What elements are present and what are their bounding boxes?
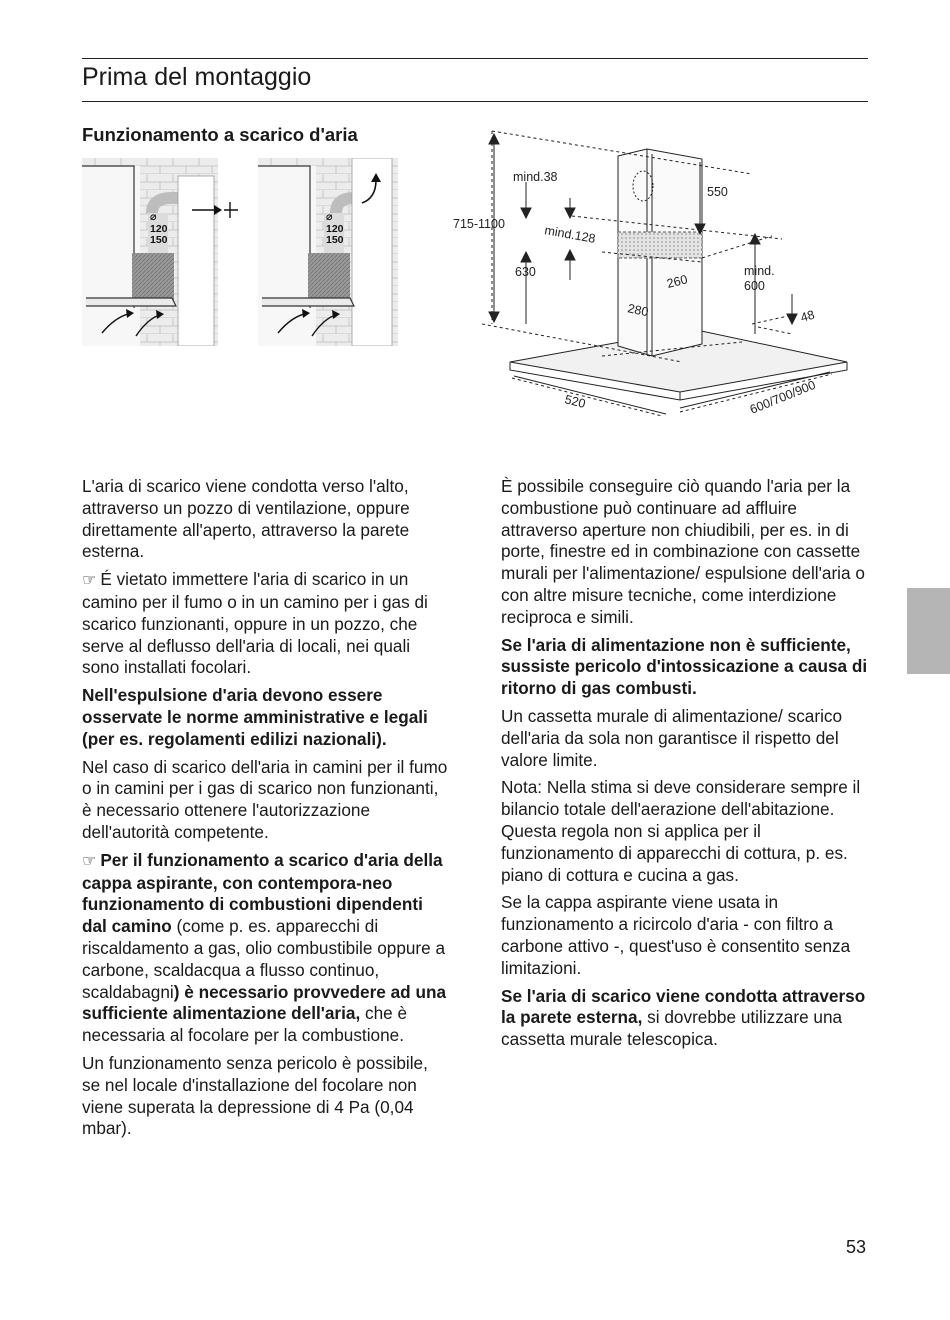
paragraph-danger-warning: Se l'aria di alimentazione non è sufficiente, sussiste pericolo d'intossicazione a causa di ritorno di gas combusti. (501, 634, 868, 699)
right-column (501, 476, 873, 1057)
paragraph-prohibition: ☞ É vietato immettere l'aria di scarico in un camino per il fumo o in un camino per i gas di scarico funzionanti, oppure in un pozzo, che serve al deflusso dell'aria di locali, nei quali sono installati focolari. (82, 569, 428, 678)
dim-550: 550 (707, 185, 728, 199)
paragraph-depression-limit: Un funzionamento senza pericolo è possibile, se nel locale d'installazione del focolare non viene superata la depressione di 4 Pa (0,04 mbar). (82, 1052, 428, 1139)
diameter-120-b: 120 (326, 223, 344, 235)
paragraph-combustion-air: ☞ Per il funzionamento a scarico d'aria della cappa aspirante, con contempora-neo funzionamento di combustioni dipendenti dal camino (come p. es. apparecchi di riscaldamento a gas, olio combustibile oppure a carbone, scaldacqua a flusso continuo, scaldabagni) è necessario provvedere ad una sufficiente alimentazione dell'aria, che è necessaria al focolare per la combustione. (82, 849, 447, 1046)
dim-600-700-900: 600/700/900 (747, 377, 818, 417)
diagram-shaft-duct (258, 158, 398, 346)
paragraph-air-supply: È possibile conseguire ciò quando l'aria per la combustione può continuare ad affluire attraverso aperture non chiudibili, per es. in di porte, finestre ed in combinazione con cassette murali per l'alimentazione/ espulsione dell'aria o con altre misure tecniche, come interdizione reciproca e simili. (501, 476, 865, 627)
top-rule (82, 58, 868, 59)
pointing-hand-icon: ☞ (82, 852, 97, 870)
dim-520: 520 (563, 392, 587, 411)
diameter-150-a: 150 (150, 234, 168, 246)
pointing-hand-icon: ☞ (82, 572, 97, 590)
section-tab-marker (907, 588, 950, 674)
exhaust-installation-diagram (82, 158, 402, 346)
dim-mind38: mind.38 (513, 170, 558, 184)
section-heading: Funzionamento a scarico d'aria (82, 124, 358, 145)
paragraph-recirculation: Se la cappa aspirante viene usata in funzionamento a ricircolo d'aria - con filtro a carbone attivo -, quest'uso è consentito senza limitazioni. (501, 892, 851, 978)
dim-715-1100: 715-1100 (453, 217, 505, 231)
page-number: 53 (846, 1237, 867, 1257)
paragraph-regulations: Nell'espulsione d'aria devono essere osservate le norme amministrative e legali (per es. regolamenti edilizi nazionali). (82, 685, 428, 749)
paragraph-authorization: Nel caso di scarico dell'aria in camini per il fumo o in camini per i gas di scarico non funzionanti, è necessario ottenere l'autorizzazione dell'autorità competente. (82, 756, 448, 842)
paragraph-exhaust-route: L'aria di scarico viene condotta verso l'alto, attraverso un pozzo di ventilazione, oppure direttamente all'aperto, attraverso la parete esterna. (82, 476, 410, 562)
dim-mind128: mind.128 (543, 223, 597, 246)
diameter-symbol-b: ⌀ (326, 211, 333, 223)
paragraph-wall-box: Un cassetta murale di alimentazione/ scarico dell'aria da sola non garantisce il rispetto del valore limite. (501, 705, 843, 770)
dim-mind600-line1: mind. (744, 264, 775, 278)
diameter-150-b: 150 (326, 234, 344, 246)
paragraph-telescopic-box: Se l'aria di scarico viene condotta attraverso la parete esterna, si dovrebbe utilizzare una cassetta murale telescopica. (501, 985, 866, 1050)
dim-280: 280 (626, 301, 650, 320)
dim-260: 260 (665, 272, 689, 291)
page-title: Prima del montaggio (82, 63, 312, 91)
diameter-symbol-a: ⌀ (150, 211, 157, 223)
title-underline (82, 101, 868, 102)
paragraph-note: Nota: Nella stima si deve considerare sempre il bilancio totale dell'aerazione dell'abitazione. Questa regola non si applica per il funzionamento di apparecchi di cottura, p. es. piano di cottura e cucina a gas. (501, 777, 861, 885)
dim-630: 630 (515, 265, 536, 279)
left-column (82, 476, 450, 1146)
dim-48: 48 (798, 307, 817, 325)
dim-mind600-line2: 600 (744, 279, 765, 293)
diagram-wall-duct (82, 158, 238, 346)
diameter-120-a: 120 (150, 223, 168, 235)
hood-dimension-drawing (452, 124, 872, 424)
